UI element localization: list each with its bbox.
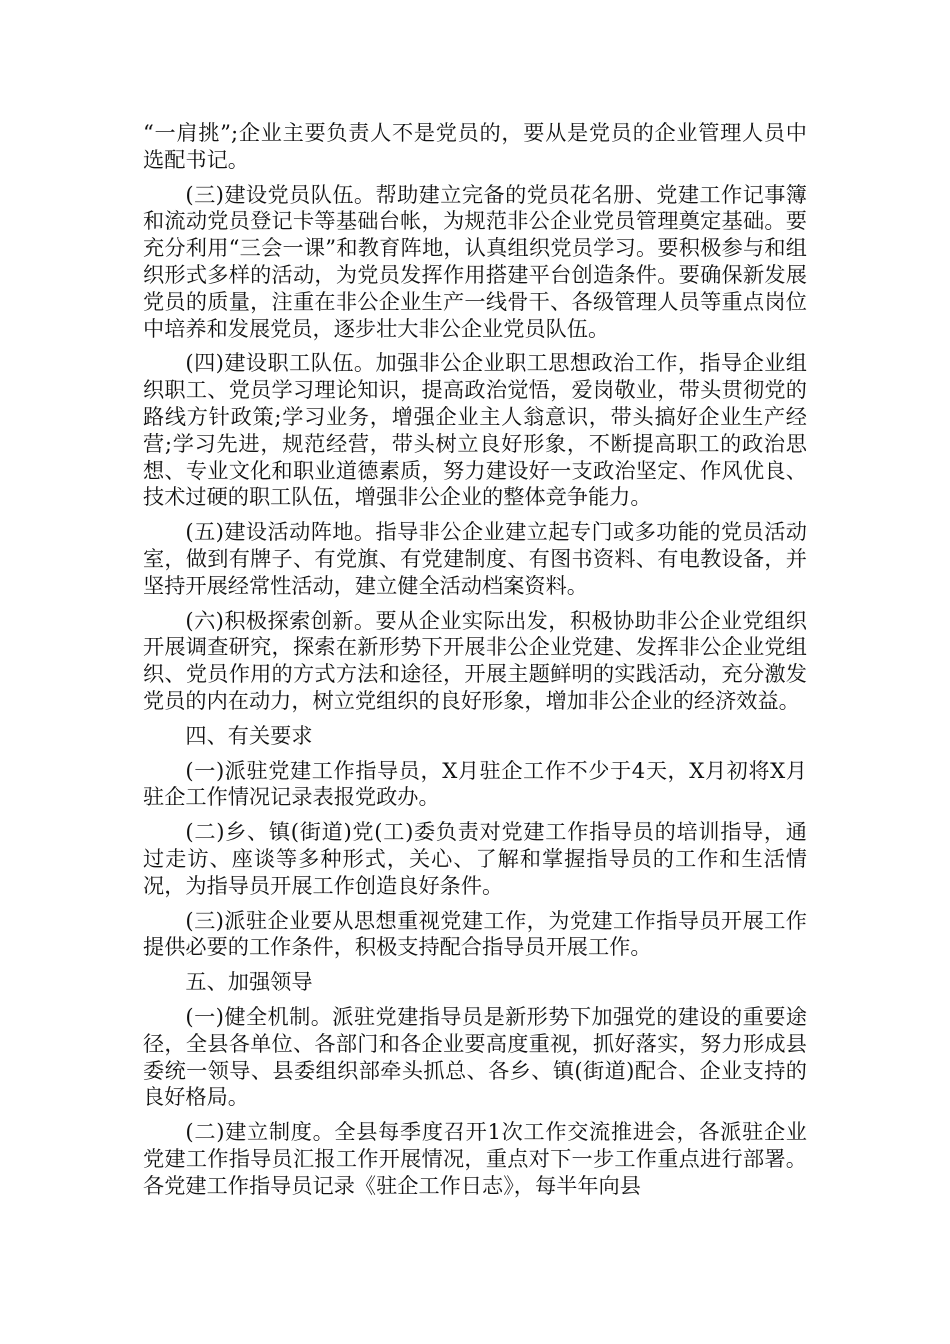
paragraph-worker-team: (四)建设职工队伍。加强非公企业职工思想政治工作，指导企业组织职工、党员学习理论知识，提高政治觉悟，爱岗敬业，带头贯彻党的路线方针政策;学习业务，增强企业主人翁意识，带头搞好企业生产经营;学习先进，规范经营，带头树立良好形象，不断提高职工的政治思想、专业文化和职业道德素质，努力建设好一支政治坚定、作风优良、技术过硬的职工队伍，增强非公企业的整体竞争能力。	[143, 350, 807, 510]
paragraph-party-member-team: (三)建设党员队伍。帮助建立完备的党员花名册、党建工作记事簿和流动党员登记卡等基础台帐，为规范非公企业党员管理奠定基础。要充分利用“三会一课”和教育阵地，认真组织党员学习。要积极参与和组织形式多样的活动，为党员发挥作用搭建平台创造条件。要确保新发展党员的质量，注重在非公企业生产一线骨干、各级管理人员等重点岗位中培养和发展党员，逐步壮大非公企业党员队伍。	[143, 181, 807, 341]
paragraph-leadership-1: (一)健全机制。派驻党建指导员是新形势下加强党的建设的重要途径，全县各单位、各部门和各企业要高度重视，抓好落实，努力形成县委统一领导、县委组织部牵头抓总、各乡、镇(街道)配合、企业支持的良好格局。	[143, 1003, 807, 1110]
document-page	[143, 120, 807, 1207]
paragraph-leadership-2: (二)建立制度。全县每季度召开1次工作交流推进会，各派驻企业党建工作指导员汇报工作开展情况，重点对下一步工作重点进行部署。各党建工作指导员记录《驻企工作日志》，每半年向县	[143, 1119, 807, 1198]
paragraph-requirement-2: (二)乡、镇(街道)党(工)委负责对党建工作指导员的培训指导，通过走访、座谈等多种形式，关心、了解和掌握指导员的工作和生活情况，为指导员开展工作创造良好条件。	[143, 819, 807, 898]
section-heading-leadership: 五、加强领导	[185, 969, 313, 995]
paragraph-continuation: “一肩挑”;企业主要负责人不是党员的，要从是党员的企业管理人员中选配书记。	[143, 120, 807, 172]
paragraph-requirement-1: (一)派驻党建工作指导员，X月驻企工作不少于4天，X月初将X月驻企工作情况记录表报党政办。	[143, 757, 807, 810]
paragraph-requirement-3: (三)派驻企业要从思想重视党建工作，为党建工作指导员开展工作提供必要的工作条件，积极支持配合指导员开展工作。	[143, 907, 807, 960]
paragraph-activity-base: (五)建设活动阵地。指导非公企业建立起专门或多功能的党员活动室，做到有牌子、有党旗、有党建制度、有图书资料、有电教设备，并坚持开展经常性活动，建立健全活动档案资料。	[143, 519, 807, 598]
paragraph-innovation: (六)积极探索创新。要从企业实际出发，积极协助非公企业党组织开展调查研究，探索在新形势下开展非公企业党建、发挥非公企业党组织、党员作用的方式方法和途径，开展主题鲜明的实践活动，充分激发党员的内在动力，树立党组织的良好形象，增加非公企业的经济效益。	[143, 607, 807, 713]
section-heading-requirements: 四、有关要求	[185, 722, 313, 748]
